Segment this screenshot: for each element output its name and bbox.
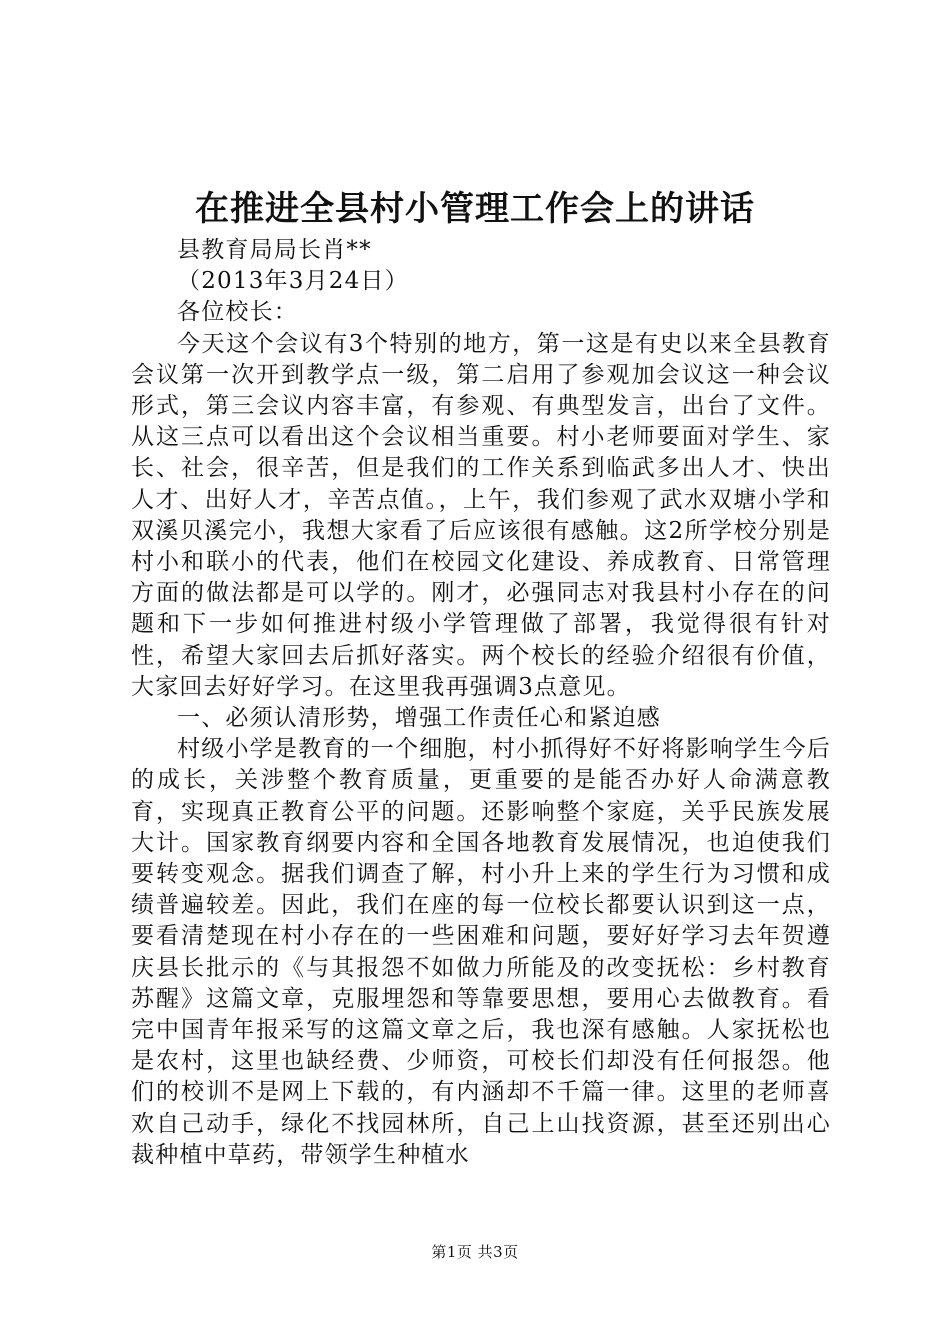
document-body (131, 235, 831, 1171)
section-heading: 一、必须认清形势，增强工作责任心和紧迫感 (177, 705, 661, 732)
author-line: 县教育局局长肖** (177, 237, 372, 263)
paragraph: 村级小学是教育的一个细胞，村小抓得好不好将影响学生今后的成长，关涉整个教育质量，更重要的是能否办好人命满意教育，实现真正教育公平的问题。还影响整个家庭，关乎民族发展大计。国家教育纲要内容和全国各地教育发展情况，也迫使我们要转变观念。据我们调查了解，村小升上来的学生行为习惯和成绩普遍较差。因此，我们在座的每一位校长都要认识到这一点，要看清楚现在村小存在的一些困难和问题，要好好学习去年贺遵庆县长批示的《与其报怨不如做力所能及的改变抚松：乡村教育苏醒》这篇文章，克服埋怨和等靠要思想，要用心去做教育。看完中国青年报采写的这篇文章之后，我也深有感触。人家抚松也是农村，这里也缺经费、少师资，可校长们却没有任何报怨。他们的校训不是网上下载的，有内涵却不千篇一律。这里的老师喜欢自己动手，绿化不找园林所，自己上山找资源，甚至还别出心裁种植中草药，带领学生种植水 (131, 736, 831, 1168)
document-title: 在推进全县村小管理工作会上的讲话 (195, 189, 755, 229)
date-line: （2013年3月24日） (177, 268, 409, 295)
page-footer: 第1页 共3页 (431, 1243, 519, 1261)
paragraph: 今天这个会议有3个特别的地方，第一这是有史以来全县教育会议第一次开到教学点一级，第二启用了参观加会议这一种会议形式，第三会议内容丰富，有参观、有典型发言，出台了文件。从这三点可以看出这个会议相当重要。村小老师要面对学生、家长、社会，很辛苦，但是我们的工作关系到临武多出人才、快出人才、出好人才，辛苦点值。，上午，我们参观了武水双塘小学和双溪贝溪完小，我想大家看了后应该很有感触。这2所学校分别是村小和联小的代表，他们在校园文化建设、养成教育、日常管理方面的做法都是可以学的。刚才，必强同志对我县村小存在的问题和下一步如何推进村级小学管理做了部署，我觉得很有针对性，希望大家回去后抓好落实。两个校长的经验介绍很有价值，大家回去好好学习。在这里我再强调3点意见。 (131, 330, 831, 700)
salutation: 各位校长： (177, 299, 298, 326)
